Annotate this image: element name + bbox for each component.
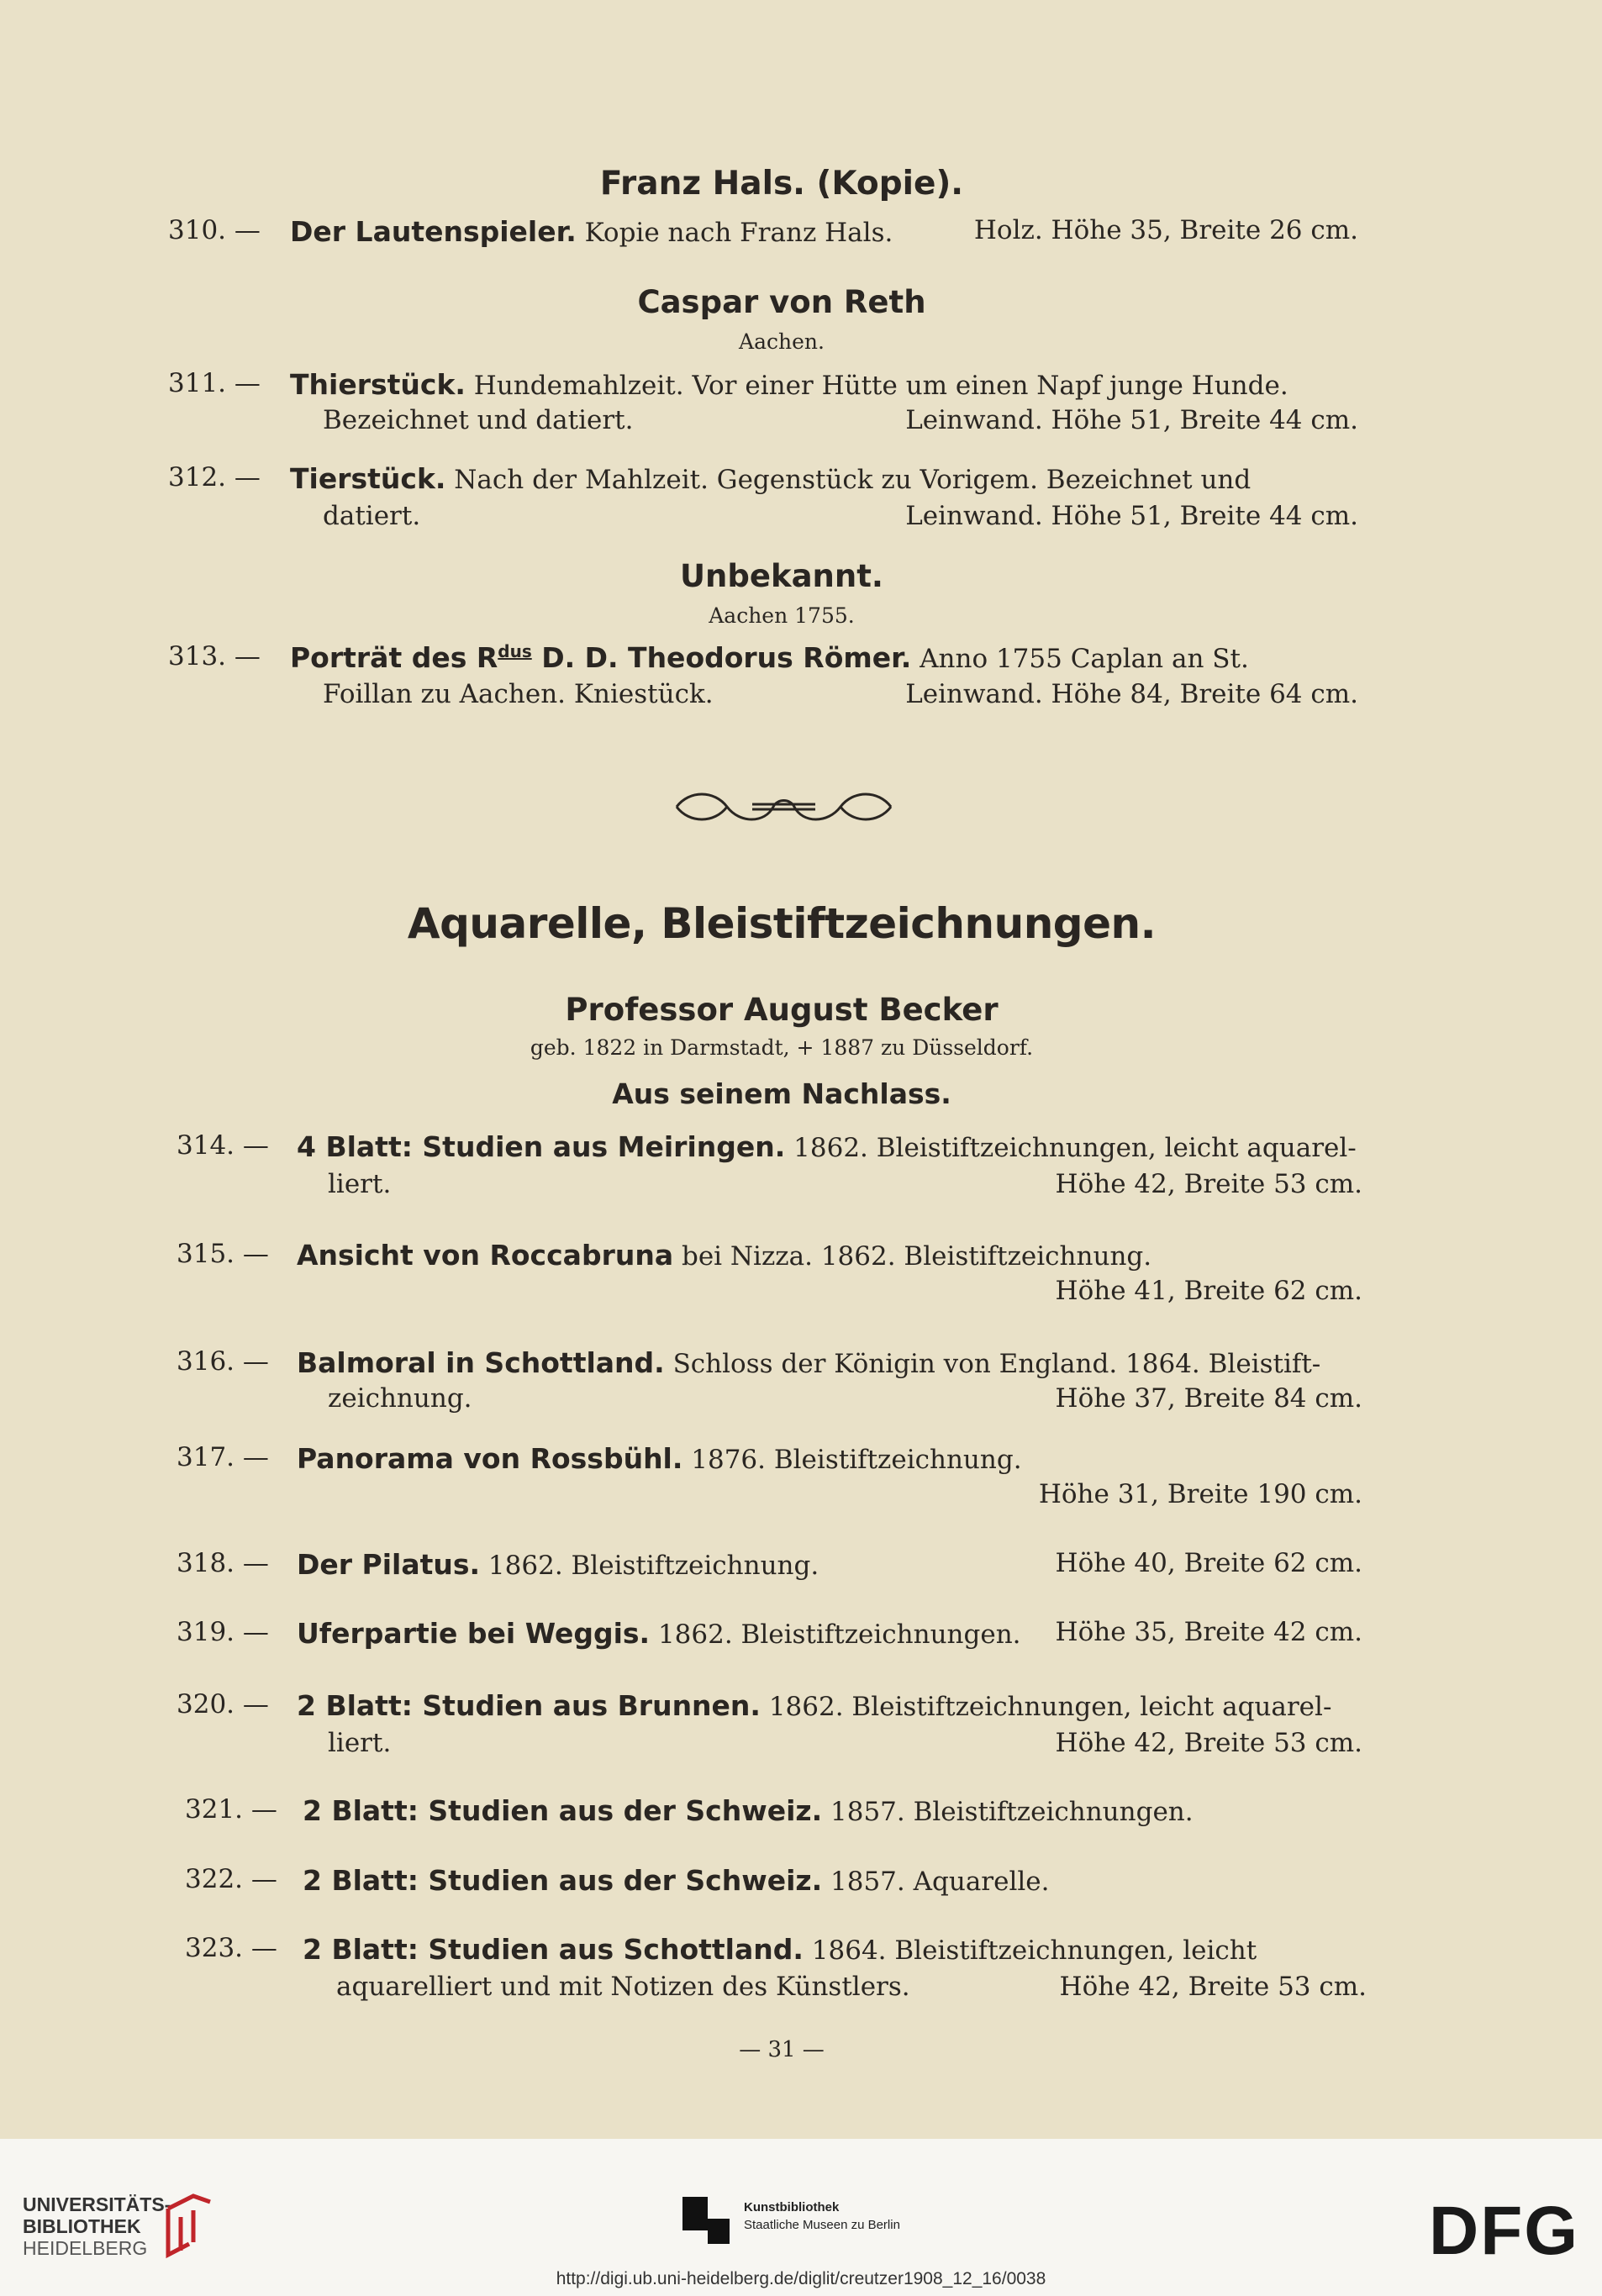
- entry-314-dims: Höhe 42, Breite 53 cm.: [1055, 1169, 1362, 1199]
- entry-311-number: 311. —: [168, 368, 261, 398]
- ub-line1: UNIVERSITÄTS-: [23, 2193, 171, 2215]
- heading-unbekannt: Unbekannt.: [680, 558, 883, 594]
- entry-318: [297, 1548, 819, 1581]
- entry-314-title: 4 Blatt: Studien aus Meiringen.: [297, 1130, 786, 1163]
- ub-line2: BIBLIOTHEK: [23, 2215, 141, 2237]
- entry-315-dims: Höhe 41, Breite 62 cm.: [1055, 1276, 1362, 1306]
- entry-318-desc: 1862. Bleistiftzeichnung.: [487, 1551, 819, 1581]
- entry-322-desc: 1857. Aquarelle.: [830, 1867, 1050, 1897]
- entry-322-number: 322. —: [185, 1864, 277, 1894]
- entry-318-dims: Höhe 40, Breite 62 cm.: [1055, 1548, 1362, 1578]
- kb-line2: Staatliche Museen zu Berlin: [744, 2218, 900, 2232]
- ub-line3: HEIDELBERG: [23, 2237, 148, 2259]
- subheading-reth-place: Aachen.: [739, 329, 825, 354]
- entry-310-dims: Holz. Höhe 35, Breite 26 cm.: [973, 215, 1358, 245]
- entry-313-dims: Leinwand. Höhe 84, Breite 64 cm.: [905, 679, 1358, 709]
- ornament-divider-icon: [668, 786, 899, 828]
- entry-310-title: Der Lautenspieler.: [290, 215, 577, 248]
- entry-318-title: Der Pilatus.: [297, 1548, 481, 1581]
- entry-316-number: 316. —: [177, 1346, 269, 1377]
- entry-320-number: 320. —: [177, 1689, 269, 1719]
- entry-320-desc2: liert.: [328, 1728, 392, 1758]
- entry-316: [297, 1346, 1320, 1379]
- entry-313-title: [290, 641, 911, 674]
- entry-319-number: 319. —: [177, 1617, 269, 1647]
- entry-312: [290, 462, 1251, 495]
- dfg-logo[interactable]: DFG: [1429, 2193, 1580, 2269]
- entry-319-dims: Höhe 35, Breite 42 cm.: [1055, 1617, 1362, 1647]
- heading-august-becker: Professor August Becker: [565, 992, 999, 1028]
- entry-313-title-a: Porträt des R: [290, 641, 498, 674]
- entry-323-desc2: aquarelliert und mit Notizen des Künstlers.: [336, 1972, 910, 2002]
- entry-315-title: Ansicht von Roccabruna: [297, 1239, 674, 1272]
- entry-319-title: Uferpartie bei Weggis.: [297, 1617, 651, 1650]
- entry-321-title: 2 Blatt: Studien aus der Schweiz.: [303, 1794, 823, 1827]
- heading-aquarelle: Aquarelle, Bleistiftzeichnungen.: [407, 899, 1157, 948]
- heading-caspar-von-reth: Caspar von Reth: [637, 284, 926, 320]
- entry-323-desc: 1864. Bleistiftzeichnungen, leicht: [811, 1935, 1257, 1966]
- entry-317: [297, 1442, 1022, 1475]
- entry-312-desc: Nach der Mahlzeit. Gegenstück zu Vorigem. Bezeichnet und: [454, 465, 1252, 495]
- permalink-url[interactable]: http://digi.ub.uni-heidelberg.de/diglit/creutzer1908_12_16/0038: [556, 2269, 1046, 2288]
- entry-311-dims: Leinwand. Höhe 51, Breite 44 cm.: [905, 405, 1358, 435]
- entry-321-number: 321. —: [185, 1794, 277, 1825]
- entry-314-number: 314. —: [177, 1130, 269, 1161]
- entry-319-desc: 1862. Bleistiftzeichnungen.: [657, 1619, 1021, 1650]
- kb-line1: Kunstbibliothek: [744, 2200, 840, 2214]
- entry-323-number: 323. —: [185, 1933, 277, 1963]
- entry-314-desc: 1862. Bleistiftzeichnungen, leicht aquarel-: [793, 1133, 1357, 1163]
- heading-franz-hals: Franz Hals. (Kopie).: [599, 165, 964, 203]
- entry-315-number: 315. —: [177, 1239, 269, 1269]
- entry-316-desc2: zeichnung.: [328, 1383, 472, 1414]
- heading-nachlass: Aus seinem Nachlass.: [612, 1077, 951, 1110]
- entry-321-desc: 1857. Bleistiftzeichnungen.: [830, 1797, 1194, 1827]
- entry-312-title: Tierstück.: [290, 462, 446, 495]
- entry-314: [297, 1130, 1357, 1163]
- entry-313-desc2: Foillan zu Aachen. Kniestück.: [323, 679, 714, 709]
- entry-317-dims: Höhe 31, Breite 190 cm.: [1038, 1479, 1362, 1509]
- entry-319: [297, 1617, 1021, 1650]
- entry-310-desc: Kopie nach Franz Hals.: [584, 218, 893, 248]
- entry-317-number: 317. —: [177, 1442, 269, 1472]
- ub-logo-icon: [160, 2192, 219, 2259]
- entry-313-title-b: D. D. Theodorus Römer.: [531, 641, 912, 674]
- entry-314-desc2: liert.: [328, 1169, 392, 1199]
- entry-315: [297, 1239, 1151, 1272]
- entry-311: [290, 368, 1288, 401]
- entry-317-title: Panorama von Rossbühl.: [297, 1442, 683, 1475]
- entry-312-desc2: datiert.: [323, 501, 421, 531]
- entry-323: [303, 1933, 1257, 1966]
- entry-322: [303, 1864, 1050, 1897]
- entry-312-dims: Leinwand. Höhe 51, Breite 44 cm.: [905, 501, 1358, 531]
- entry-313-desc: Anno 1755 Caplan an St.: [920, 644, 1249, 674]
- entry-311-title: Thierstück.: [290, 368, 466, 401]
- entry-313-number: 313. —: [168, 641, 261, 671]
- entry-311-desc: Hundemahlzeit. Vor einer Hütte um einen Napf junge Hunde.: [473, 371, 1288, 401]
- entry-310: [290, 215, 893, 248]
- entry-313: [290, 641, 1249, 674]
- kunstbibliothek-label: [744, 2199, 900, 2234]
- entry-317-desc: 1876. Bleistiftzeichnung.: [691, 1445, 1022, 1475]
- entry-323-title: 2 Blatt: Studien aus Schottland.: [303, 1933, 804, 1966]
- entry-321: [303, 1794, 1194, 1827]
- entry-320-title: 2 Blatt: Studien aus Brunnen.: [297, 1689, 761, 1722]
- entry-310-number: 310. —: [168, 215, 261, 245]
- entry-311-desc2: Bezeichnet und datiert.: [323, 405, 634, 435]
- subheading-unbekannt-place: Aachen 1755.: [709, 603, 855, 628]
- page-number: — 31 —: [739, 2037, 825, 2062]
- entry-322-title: 2 Blatt: Studien aus der Schweiz.: [303, 1864, 823, 1897]
- entry-313-title-sup: dus: [498, 641, 532, 661]
- kunstbibliothek-logo-icon: [682, 2197, 730, 2244]
- subheading-becker-dates: geb. 1822 in Darmstadt, + 1887 zu Düsseldorf.: [530, 1035, 1034, 1060]
- entry-318-number: 318. —: [177, 1548, 269, 1578]
- entry-316-title: Balmoral in Schottland.: [297, 1346, 665, 1379]
- entry-323-dims: Höhe 42, Breite 53 cm.: [1059, 1972, 1367, 2002]
- entry-316-dims: Höhe 37, Breite 84 cm.: [1055, 1383, 1362, 1414]
- entry-312-number: 312. —: [168, 462, 261, 492]
- entry-316-desc: Schloss der Königin von England. 1864. Bleistift-: [672, 1349, 1321, 1379]
- ub-heidelberg-logo[interactable]: [23, 2193, 171, 2259]
- entry-320-desc: 1862. Bleistiftzeichnungen, leicht aquarel-: [768, 1692, 1332, 1722]
- entry-315-desc: bei Nizza. 1862. Bleistiftzeichnung.: [681, 1241, 1152, 1272]
- entry-320: [297, 1689, 1331, 1722]
- entry-320-dims: Höhe 42, Breite 53 cm.: [1055, 1728, 1362, 1758]
